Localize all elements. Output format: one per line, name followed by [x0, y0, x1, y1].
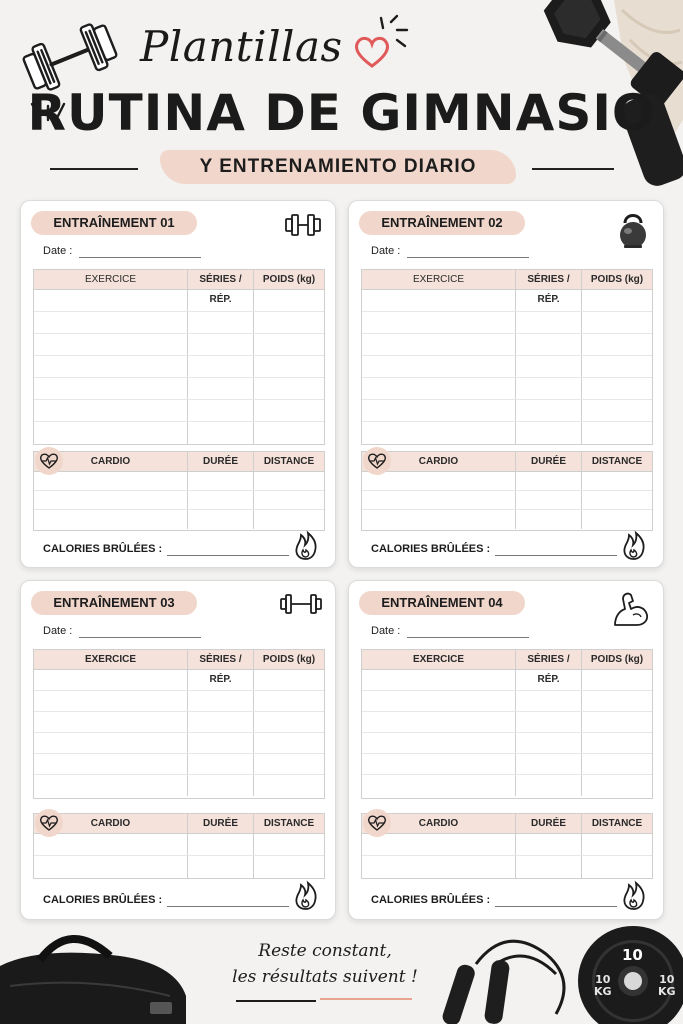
exercise-table-header — [362, 650, 652, 685]
workout-card-1 — [20, 200, 336, 568]
cardio-column-header — [362, 452, 516, 471]
exercise-table-header — [362, 270, 652, 305]
table-row[interactable] — [362, 400, 652, 422]
date-label: Date : — [371, 625, 401, 637]
exercise-column-header: EXERCICE — [362, 650, 516, 669]
cardio-column-header — [34, 814, 188, 833]
sets-column-header: SÉRIES / RÉP. — [188, 650, 254, 669]
plate-weight-top: 10 — [622, 946, 643, 964]
table-row[interactable] — [34, 834, 324, 856]
plate-weight-right: 10 KG — [658, 973, 676, 998]
distance-column-header: DISTANCE — [263, 456, 315, 467]
flame-icon — [621, 529, 647, 561]
table-row[interactable] — [34, 400, 324, 422]
quote-line-1: Reste constant, — [258, 941, 392, 961]
motivational-quote — [210, 938, 440, 990]
cardio-table — [361, 451, 653, 531]
table-row[interactable] — [362, 472, 652, 491]
table-row[interactable] — [34, 334, 324, 356]
distance-column-header: DISTANCE — [591, 456, 643, 467]
workout-card-4 — [348, 580, 664, 920]
duration-column-header: DURÉE — [516, 452, 582, 471]
calories-field[interactable] — [167, 906, 289, 907]
plate-weight-left: 10 KG — [594, 973, 612, 998]
workout-card-3 — [20, 580, 336, 920]
dumbbell-icon — [283, 211, 323, 239]
table-row[interactable] — [34, 712, 324, 733]
table-row[interactable] — [362, 378, 652, 400]
card-title: ENTRAÎNEMENT 01 — [31, 211, 197, 235]
weight-column-header: POIDS (kg) — [262, 654, 316, 665]
date-label: Date : — [43, 245, 73, 257]
distance-column-header: DISTANCE — [591, 818, 643, 829]
table-row[interactable] — [34, 312, 324, 334]
table-row[interactable] — [34, 472, 324, 491]
quote-line-2: les résultats suivent ! — [232, 967, 418, 987]
cardio-label: CARDIO — [90, 456, 131, 467]
table-row[interactable] — [34, 290, 324, 312]
card-title: ENTRAÎNEMENT 02 — [359, 211, 525, 235]
cardio-table — [361, 813, 653, 879]
table-row[interactable] — [362, 422, 652, 444]
table-row[interactable] — [362, 754, 652, 775]
table-row[interactable] — [34, 378, 324, 400]
table-row[interactable] — [362, 312, 652, 334]
card-title: ENTRAÎNEMENT 03 — [31, 591, 197, 615]
date-field[interactable] — [79, 257, 201, 258]
cardio-label: CARDIO — [418, 818, 459, 829]
script-title: Plantillas — [140, 22, 343, 71]
subtitle-banner — [160, 150, 516, 184]
cardio-table-header — [34, 814, 324, 834]
table-row[interactable] — [34, 754, 324, 775]
duration-column-header: DURÉE — [516, 814, 582, 833]
heartbeat-icon — [35, 447, 63, 475]
calories-label: CALORIES BRÛLÉES : — [43, 894, 163, 906]
date-label: Date : — [371, 245, 401, 257]
sets-column-header: SÉRIES / RÉP. — [516, 650, 582, 669]
main-title: RUTINA DE GIMNASIO — [27, 84, 656, 142]
exercise-table — [33, 649, 325, 799]
duration-column-header: DURÉE — [188, 452, 254, 471]
exercise-table-header — [34, 650, 324, 685]
table-row[interactable] — [362, 290, 652, 312]
date-field[interactable] — [79, 637, 201, 638]
table-row[interactable] — [34, 422, 324, 444]
table-row[interactable] — [34, 491, 324, 510]
heartbeat-icon — [363, 447, 391, 475]
table-row[interactable] — [362, 356, 652, 378]
calories-label: CALORIES BRÛLÉES : — [43, 543, 163, 555]
sparkle-icon — [375, 14, 411, 50]
weight-column-header: POIDS (kg) — [262, 274, 316, 285]
table-row[interactable] — [362, 491, 652, 510]
kettlebell-icon — [615, 209, 651, 249]
table-row[interactable] — [362, 733, 652, 754]
flexed-arm-icon — [611, 589, 651, 629]
table-row[interactable] — [34, 691, 324, 712]
weight-column-header: POIDS (kg) — [590, 654, 644, 665]
header-rule-left — [50, 168, 138, 170]
date-field[interactable] — [407, 257, 529, 258]
exercise-column-header: EXERCICE — [34, 270, 188, 289]
heartbeat-icon — [363, 809, 391, 837]
flame-icon — [293, 879, 319, 911]
duration-column-header: DURÉE — [188, 814, 254, 833]
calories-label: CALORIES BRÛLÉES : — [371, 543, 491, 555]
exercise-column-header: EXERCICE — [362, 270, 516, 289]
table-row[interactable] — [362, 856, 652, 878]
cardio-column-header — [34, 452, 188, 471]
table-row[interactable] — [34, 856, 324, 878]
calories-label: CALORIES BRÛLÉES : — [371, 894, 491, 906]
table-row[interactable] — [34, 733, 324, 754]
flame-icon — [621, 879, 647, 911]
gym-bag-image — [0, 926, 190, 1024]
cardio-table — [33, 451, 325, 531]
table-row[interactable] — [362, 334, 652, 356]
weight-plate-image — [578, 926, 683, 1024]
sets-column-header: SÉRIES / RÉP. — [188, 270, 254, 289]
calories-field[interactable] — [167, 555, 289, 556]
calories-field[interactable] — [495, 906, 617, 907]
date-field[interactable] — [407, 637, 529, 638]
sets-column-header: SÉRIES / RÉP. — [516, 270, 582, 289]
cardio-table-header — [362, 814, 652, 834]
cardio-table-header — [34, 452, 324, 472]
card-title: ENTRAÎNEMENT 04 — [359, 591, 525, 615]
barbell-icon — [279, 591, 323, 617]
exercise-table-header — [34, 270, 324, 305]
exercise-table — [361, 649, 653, 799]
workout-card-2 — [348, 200, 664, 568]
cardio-table-header — [362, 452, 652, 472]
heartbeat-icon — [35, 809, 63, 837]
jump-rope-image — [436, 934, 586, 1024]
table-row[interactable] — [362, 670, 652, 691]
cardio-table — [33, 813, 325, 879]
table-row[interactable] — [34, 510, 324, 529]
header-rule-right — [532, 168, 614, 170]
table-row[interactable] — [34, 670, 324, 691]
exercise-table — [361, 269, 653, 445]
calories-field[interactable] — [495, 555, 617, 556]
quote-underline-accent — [320, 998, 412, 1000]
flame-icon — [293, 529, 319, 561]
quote-underline — [236, 1000, 316, 1002]
exercise-column-header: EXERCICE — [34, 650, 188, 669]
cardio-column-header — [362, 814, 516, 833]
distance-column-header: DISTANCE — [263, 818, 315, 829]
table-row[interactable] — [362, 691, 652, 712]
table-row[interactable] — [34, 356, 324, 378]
date-label: Date : — [43, 625, 73, 637]
weight-column-header: POIDS (kg) — [590, 274, 644, 285]
exercise-table — [33, 269, 325, 445]
cardio-label: CARDIO — [418, 456, 459, 467]
table-row[interactable] — [362, 712, 652, 733]
table-row[interactable] — [362, 775, 652, 796]
table-row[interactable] — [362, 834, 652, 856]
subtitle: Y ENTRENAMIENTO DIARIO — [199, 156, 477, 177]
table-row[interactable] — [362, 510, 652, 529]
cardio-label: CARDIO — [90, 818, 131, 829]
table-row[interactable] — [34, 775, 324, 796]
